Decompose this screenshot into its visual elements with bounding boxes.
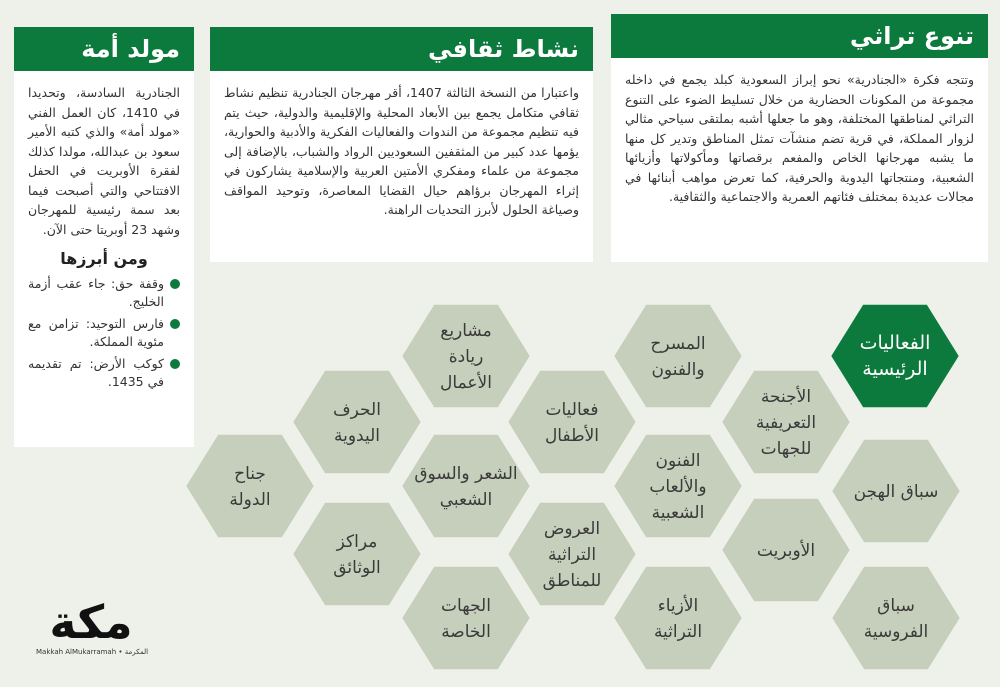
hex-label: الفعاليات: [859, 332, 931, 354]
hex-shape: [400, 433, 532, 539]
hex-label: الجهات: [441, 596, 491, 616]
hex-label: والألعاب: [649, 477, 707, 497]
hex-label: للجهات: [760, 439, 812, 459]
hex-label: اليدوية: [333, 426, 381, 446]
hex-label: الشعبي: [439, 490, 493, 510]
hex-label: والفنون: [651, 360, 705, 380]
hex-label: مراكز: [336, 532, 378, 552]
card-text: الجنادرية السادسة، وتحديدا في 1410، كان العمل الفني «مولد أمة» والذي كتبه الأمير سعود بن عبدالله، مولدا كذلك لفقرة الأوبريت في الحفل الافتتاحي والتي أصبحت فيما بعد سمة رئيسية للمهرجان وشهد 23 أوبريتا حتى الآن.: [28, 85, 180, 237]
highlights-heading: ومن أبرزها: [60, 249, 148, 268]
hex-main-events: [829, 303, 961, 409]
hex-shape: [291, 501, 423, 607]
card-title: مولد أمة: [14, 27, 194, 71]
hex-shape: [291, 369, 423, 475]
hex-label: جناح: [234, 464, 266, 484]
hex-label: الرئيسية: [862, 358, 928, 380]
hex-event-item: [612, 565, 744, 671]
hex-event-item: [400, 303, 532, 409]
card-title: تنوع تراثي: [611, 14, 988, 58]
hex-label: سباق الهجن: [853, 482, 939, 502]
hex-label: الفروسية: [863, 622, 929, 642]
list-item-text: فارس التوحيد: تزامن مع مئوية المملكة.: [28, 315, 164, 349]
hex-label: العروض: [543, 519, 601, 539]
makkah-logo: [36, 595, 149, 676]
hex-event-item: [506, 369, 638, 475]
hex-label: التعريفية: [755, 413, 817, 433]
hex-event-item: [400, 565, 532, 671]
hex-label: التراثية: [547, 545, 597, 565]
hex-label: سباق: [877, 596, 915, 616]
hex-label: الأعمال: [440, 373, 492, 393]
hex-event-item: [506, 501, 638, 607]
hex-label: الخاصة: [441, 622, 491, 642]
hex-event-item: [612, 433, 744, 539]
hex-label: الدولة: [229, 490, 271, 510]
list-item-text: كوكب الأرض: تم تقديمه في 1435.: [28, 355, 164, 389]
hex-label: الوثائق: [333, 558, 381, 578]
hex-label: الأجنحة: [760, 387, 812, 407]
card-text: وتتجه فكرة «الجنادرية» نحو إبراز السعودية كبلد يجمع في داخله مجموعة من المكونات الحضارية من خلال تسليط الضوء على التنوع التراثي لمناطقها المختلفة، وهو ما جعلها أشبه بملتقى سياحي مثالي لزوار المملكة، في قرية تضم منشآت تمثل المناطق وتدير كل منها ما يشبه مهرجانها الخاص والمفعم برقصاتها ومأكولاتها وأزيائها الشعبية، ومنتجاتها اليدوية والحرفية، كما تعرض مواهب أبنائها في مجالات عديدة بمختلف فئاتهم العمرية والاجتماعية والثقافية.: [625, 72, 974, 204]
hex-event-item: [720, 497, 852, 603]
hex-event-item: [400, 433, 532, 539]
hex-label: التراثية: [653, 622, 703, 642]
hex-event-item: [830, 565, 962, 671]
card-title: نشاط ثقافي: [210, 27, 593, 71]
hex-label: الشعر والسوق: [414, 464, 518, 484]
hex-shape: [400, 565, 532, 671]
hex-label: فعاليات: [545, 400, 599, 420]
logo-subtitle: Makkah AlMukarramah • المكرمة: [36, 648, 149, 656]
hex-label: ريادة: [448, 347, 484, 367]
hex-label: المسرح: [650, 334, 706, 354]
hex-label: الشعبية: [651, 503, 705, 523]
hex-shape: [184, 433, 316, 539]
logo-mark: مكة: [49, 595, 133, 649]
hex-event-item: [612, 303, 744, 409]
hex-event-item: [291, 501, 423, 607]
hex-label: الأزياء: [657, 596, 699, 616]
hex-shape: [612, 303, 744, 409]
hex-label: الفنون: [655, 451, 701, 471]
hex-shape: [506, 369, 638, 475]
hex-event-item: [720, 369, 852, 475]
hex-event-item: [830, 438, 962, 544]
list-item-text: وقفة حق: جاء عقب أزمة الخليج.: [28, 275, 164, 309]
hex-label: مشاريع: [440, 321, 492, 341]
hex-shape: [830, 565, 962, 671]
hex-shape: [829, 303, 961, 409]
hex-event-item: [291, 369, 423, 475]
hex-shape: [612, 565, 744, 671]
hex-label: الأطفال: [544, 426, 600, 446]
hex-label: الأوبريت: [756, 541, 816, 561]
hex-label: للمناطق: [542, 571, 602, 591]
hex-event-item: [184, 433, 316, 539]
card-text: واعتبارا من النسخة الثالثة 1407، أقر مهرجان الجنادرية تنظيم نشاط ثقافي متكامل يجمع بين الأبعاد المحلية والإقليمية والدولية، حيث يتم فيه تنظيم مجموعة من الندوات والفعاليات الفكرية والأدبية والحوارية، يؤمها عدد كبير من المثقفين السعوديين الرواد والشباب، بالإضافة إلى مجموعة من علماء ومفكري الأمتين العربية والإسلامية يشاركون في إثراء المهرجان برؤاهم حيال القضايا المعاصرة، وتوحيد المواقف وصياغة الحلول لأبرز التحديات الراهنة.: [224, 85, 579, 217]
hex-label: الحرف: [333, 400, 381, 420]
